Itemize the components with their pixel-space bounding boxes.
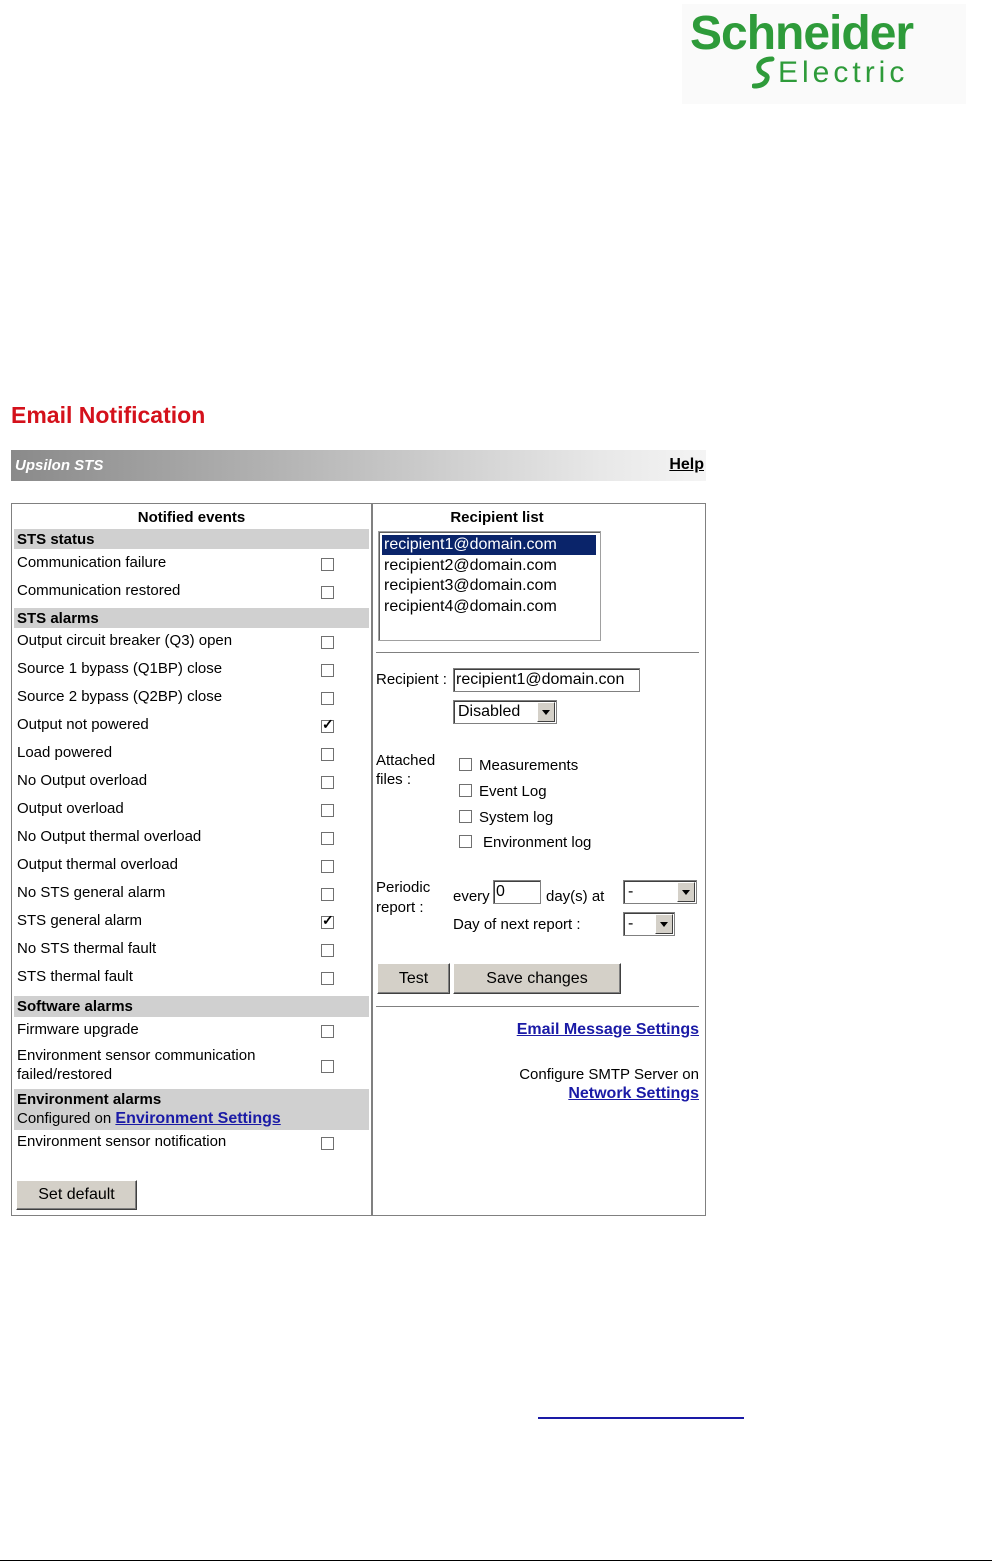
report-time-select[interactable] [623, 880, 697, 904]
event-checkbox-env-notification[interactable] [321, 1137, 334, 1150]
event-row [14, 800, 369, 824]
recipient-list-header: Recipient list [450, 509, 544, 526]
device-header-bar [11, 450, 706, 481]
event-label: Source 1 bypass (Q1BP) close [17, 660, 223, 677]
set-default-button[interactable]: Set default [16, 1180, 137, 1210]
event-row [14, 1047, 369, 1089]
event-label: Communication failure [17, 554, 167, 571]
recipient-label: Recipient : [376, 671, 447, 688]
event-checkbox-source2-bypass[interactable] [321, 692, 334, 705]
every-label: every [453, 888, 490, 905]
section-label: Software alarms [17, 998, 133, 1015]
event-row [14, 1021, 369, 1045]
chevron-down-icon[interactable] [677, 882, 695, 902]
device-name: Upsilon STS [15, 457, 104, 474]
event-row [14, 968, 369, 992]
report-interval-input[interactable]: 0 [493, 880, 541, 904]
event-row [14, 772, 369, 796]
next-report-select[interactable] [623, 912, 675, 936]
next-report-label: Day of next report : [453, 916, 581, 933]
event-checkbox-no-sts-general[interactable] [321, 888, 334, 901]
periodic-report-label: Periodic [376, 879, 431, 896]
event-label-continued: failed/restored [17, 1066, 113, 1083]
event-checkbox-output-thermal[interactable] [321, 860, 334, 873]
recipient-item[interactable]: recipient2@domain.com [384, 557, 557, 574]
section-label: Environment alarms [17, 1091, 162, 1108]
recipient-item[interactable]: recipient1@domain.com [382, 535, 596, 555]
environment-settings-link[interactable]: Environment Settings [115, 1110, 281, 1127]
attach-event-log-checkbox[interactable] [459, 784, 472, 797]
event-row [14, 744, 369, 768]
logo-mark-icon [752, 56, 778, 90]
event-label: No STS thermal fault [17, 940, 157, 957]
smtp-config-text: Configure SMTP Server on [519, 1066, 699, 1083]
days-at-label: day(s) at [546, 888, 605, 905]
event-row [14, 828, 369, 852]
event-row [14, 554, 369, 578]
section-sts-status [14, 529, 369, 549]
event-label: Environment sensor notification [17, 1133, 227, 1150]
logo-text-schneider: Schneider [690, 7, 914, 60]
next-report-value: - [628, 915, 634, 932]
save-changes-button[interactable]: Save changes [453, 963, 621, 994]
recipient-email-input[interactable]: recipient1@domain.con [453, 668, 640, 692]
event-row [14, 884, 369, 908]
event-checkbox-load-powered[interactable] [321, 748, 334, 761]
recipient-listbox[interactable] [378, 531, 601, 641]
event-label: Source 2 bypass (Q2BP) close [17, 688, 223, 705]
event-label: Output overload [17, 800, 124, 817]
checkmark-icon: ✓ [322, 716, 334, 732]
event-label: Environment sensor communication [17, 1047, 256, 1064]
event-label: STS thermal fault [17, 968, 133, 985]
notified-events-header: Notified events [137, 509, 246, 526]
attach-environment-log-checkbox[interactable] [459, 835, 472, 848]
attach-event-log-label: Event Log [479, 783, 547, 800]
event-row [14, 912, 369, 936]
event-checkbox-env-comm[interactable] [321, 1060, 334, 1073]
event-label: Output circuit breaker (Q3) open [17, 632, 233, 649]
recipient-item[interactable]: recipient4@domain.com [384, 598, 557, 615]
attach-environment-log-label: Environment log [483, 834, 592, 851]
event-checkbox-firmware-upgrade[interactable] [321, 1025, 334, 1038]
recipient-status-select[interactable] [453, 700, 557, 724]
event-row [14, 716, 369, 740]
recipient-item[interactable]: recipient3@domain.com [384, 577, 557, 594]
attached-files-label: Attached [376, 752, 436, 769]
chevron-down-icon[interactable] [655, 914, 673, 934]
report-time-value: - [628, 883, 634, 900]
attach-system-log-checkbox[interactable] [459, 810, 472, 823]
help-link[interactable]: Help [669, 456, 704, 473]
recipient-status-value: Disabled [458, 703, 521, 720]
network-settings-link[interactable]: Network Settings [568, 1085, 699, 1102]
event-checkbox-no-output-overload[interactable] [321, 776, 334, 789]
event-checkbox-output-not-powered[interactable] [321, 716, 334, 733]
recipient-column [373, 504, 705, 1215]
schneider-electric-logo [682, 4, 966, 104]
event-label: Output not powered [17, 716, 149, 733]
event-checkbox-output-overload[interactable] [321, 804, 334, 817]
attach-system-log-label: System log [479, 809, 554, 826]
event-row [14, 688, 369, 712]
configured-prefix: Configured on [17, 1110, 112, 1127]
event-checkbox-source1-bypass[interactable] [321, 664, 334, 677]
periodic-report-label-2: report : [376, 899, 424, 916]
test-button[interactable]: Test [377, 963, 450, 994]
section-label: STS alarms [17, 610, 99, 627]
footer-rule [0, 1560, 992, 1561]
page-title: Email Notification [11, 402, 206, 428]
event-label: Load powered [17, 744, 113, 761]
section-label: STS status [17, 531, 95, 548]
checkmark-icon: ✓ [322, 912, 334, 928]
notified-events-column [12, 504, 373, 1215]
section-software-alarms [14, 996, 369, 1017]
settings-panel [11, 503, 706, 1216]
attached-files-label-2: files : [376, 771, 412, 788]
event-checkbox-sts-thermal[interactable] [321, 972, 334, 985]
attach-measurements-checkbox[interactable] [459, 758, 472, 771]
divider [376, 1006, 699, 1007]
section-environment-alarms [14, 1089, 369, 1130]
event-row [14, 582, 369, 606]
section-sts-alarms [14, 608, 369, 628]
event-row [14, 1133, 369, 1157]
event-checkbox-communication-restored[interactable] [321, 586, 334, 599]
attach-measurements-label: Measurements [479, 757, 579, 774]
event-checkbox-no-sts-thermal[interactable] [321, 944, 334, 957]
event-row [14, 856, 369, 880]
underline-link-fragment [538, 1417, 744, 1419]
event-label: Firmware upgrade [17, 1021, 139, 1038]
event-checkbox-sts-general[interactable] [321, 912, 334, 929]
event-checkbox-communication-failure[interactable] [321, 558, 334, 571]
logo-text-electric: Electric [778, 56, 909, 89]
chevron-down-icon[interactable] [537, 702, 555, 722]
event-label: No STS general alarm [17, 884, 166, 901]
divider [376, 652, 699, 653]
event-label: Output thermal overload [17, 856, 178, 873]
event-checkbox-output-cb-open[interactable] [321, 636, 334, 649]
event-row [14, 660, 369, 684]
event-label: No Output thermal overload [17, 828, 202, 845]
event-checkbox-no-output-thermal[interactable] [321, 832, 334, 845]
event-label: STS general alarm [17, 912, 143, 929]
event-label: Communication restored [17, 582, 181, 599]
configured-on-text [17, 1110, 281, 1128]
event-label: No Output overload [17, 772, 148, 789]
email-message-settings-link[interactable]: Email Message Settings [516, 1021, 699, 1038]
event-row [14, 940, 369, 964]
event-row [14, 632, 369, 656]
